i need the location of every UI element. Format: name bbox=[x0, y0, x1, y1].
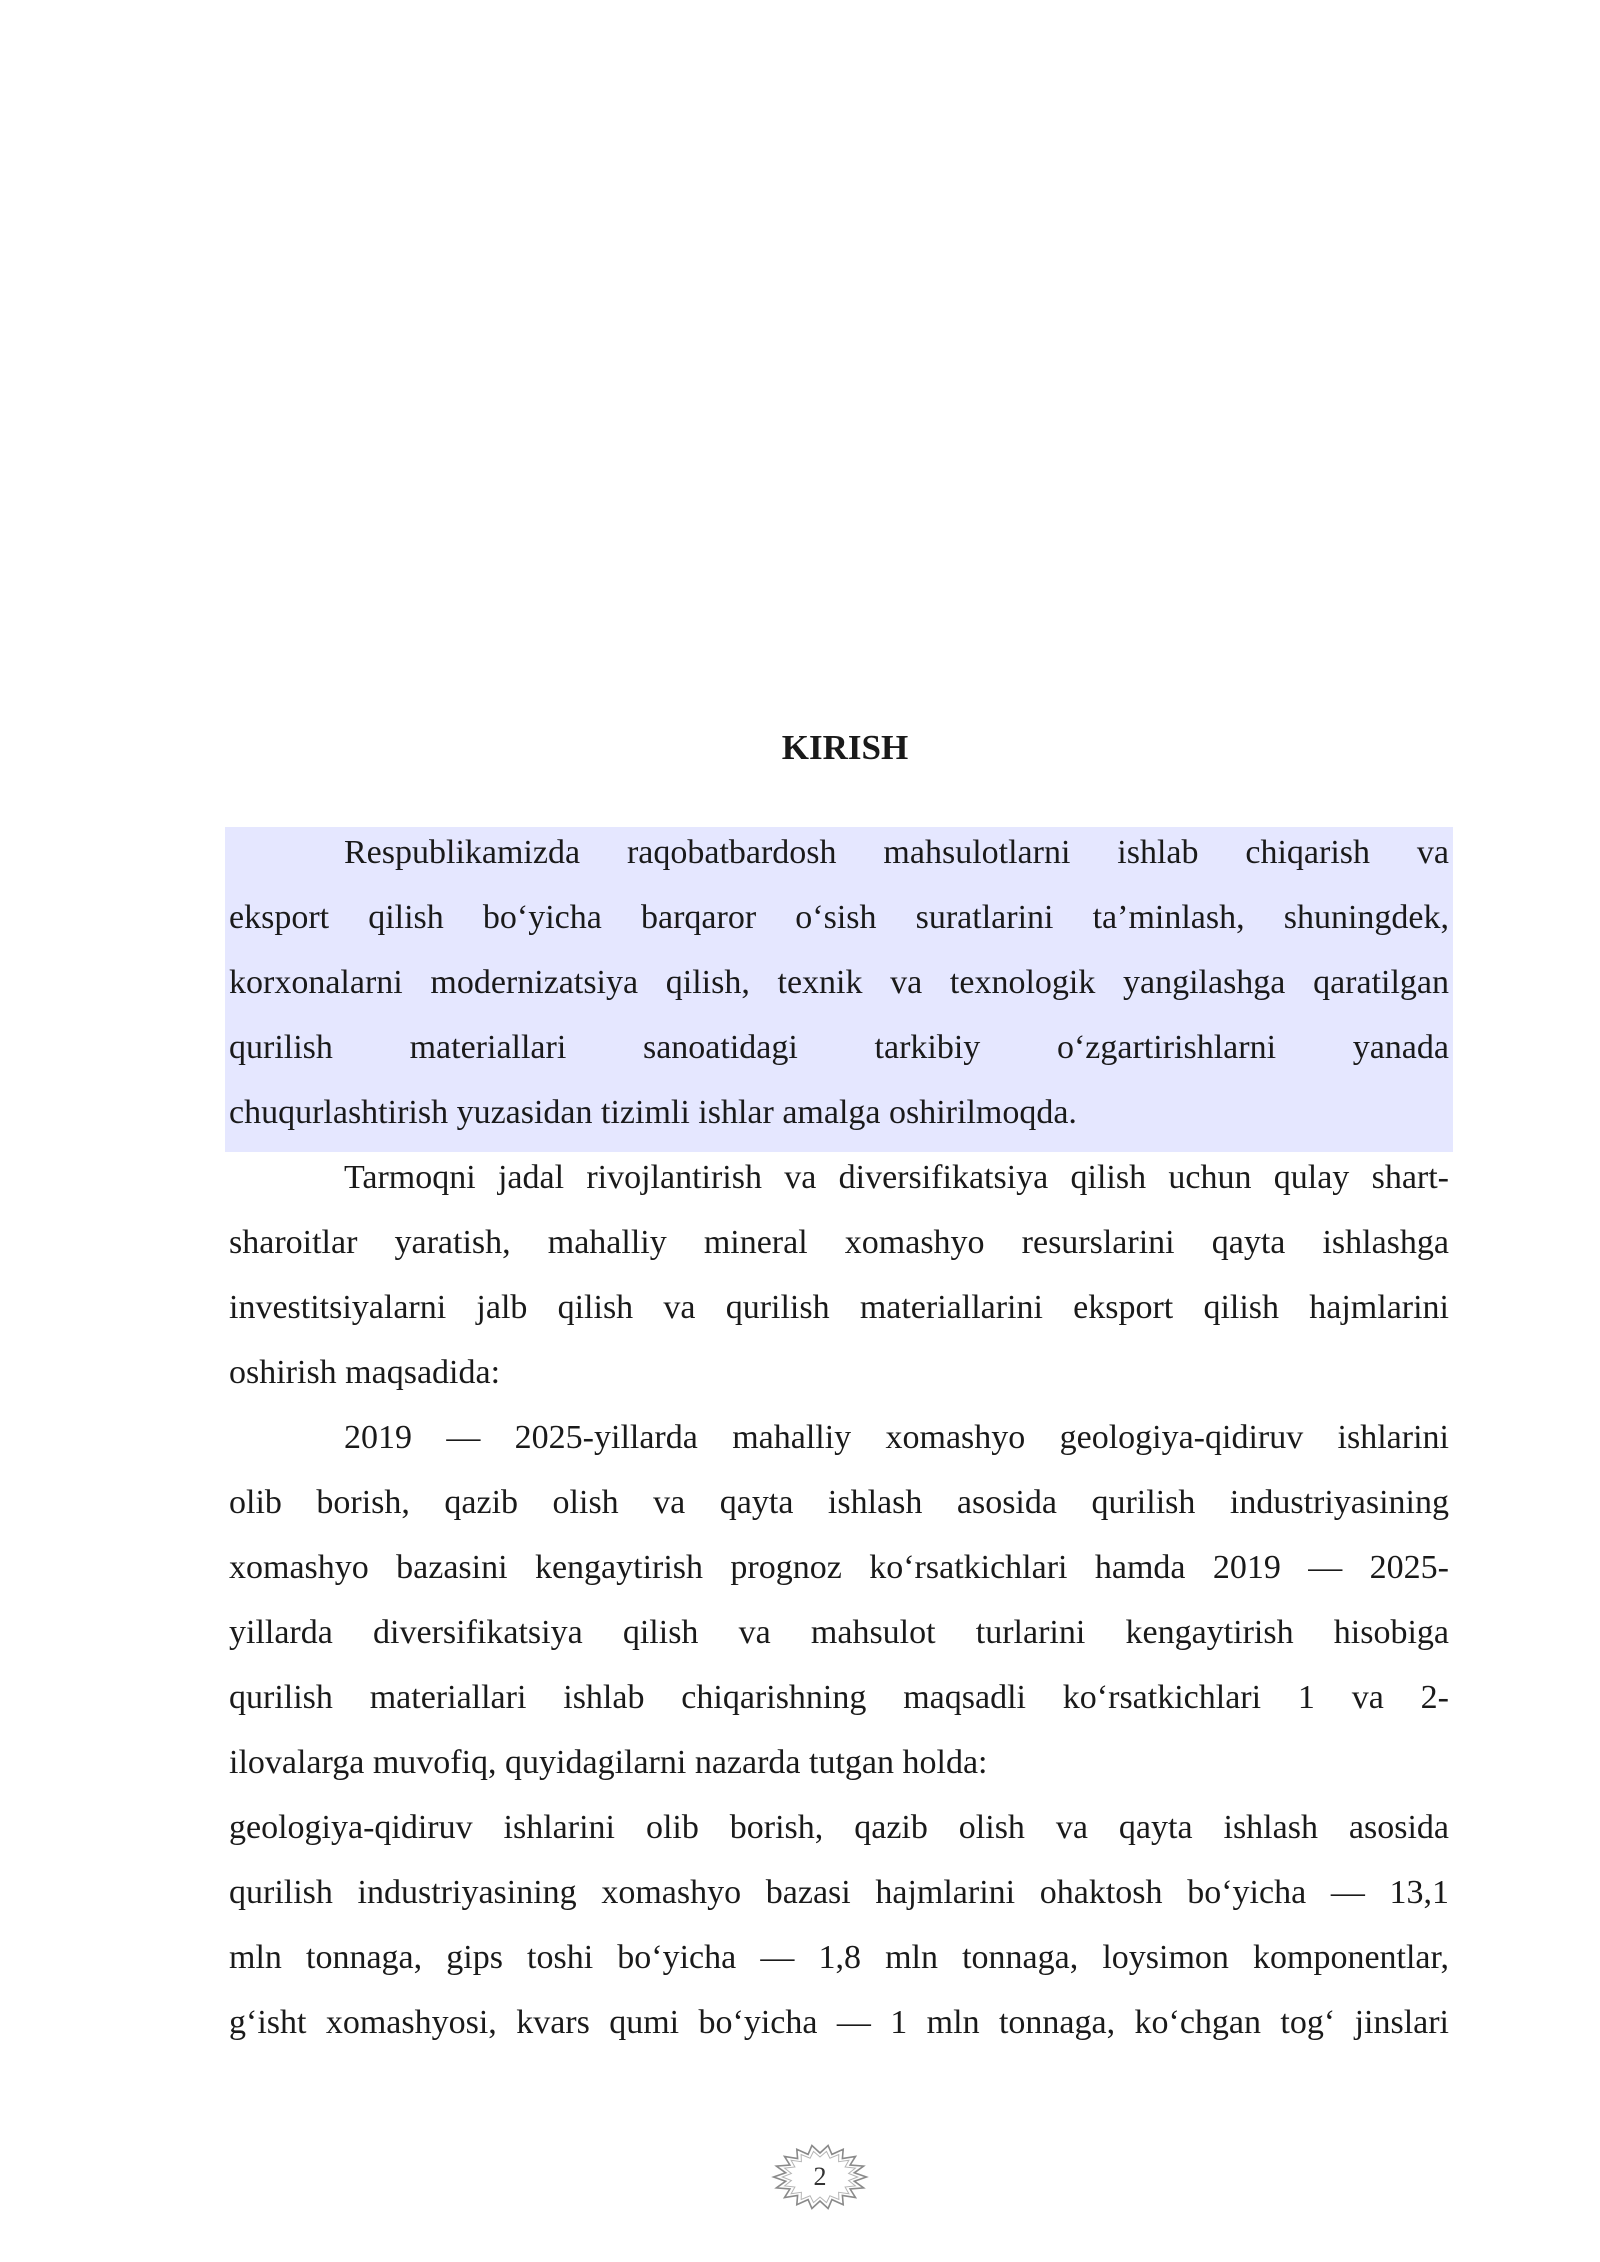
page-number-badge bbox=[770, 2142, 870, 2212]
paragraph-line: geologiya-qidiruv ishlarini olib borish, qazib olish va qayta ishlash asosida bbox=[229, 1809, 1449, 1846]
paragraph-1 bbox=[229, 820, 1449, 1145]
page-number: 2 bbox=[813, 2162, 827, 2191]
paragraph-line: qurilish materiallari sanoatidagi tarkibiy o‘zgartirishlarni yanada bbox=[229, 1029, 1449, 1066]
paragraph-3 bbox=[229, 1405, 1449, 1795]
paragraph-line: Respublikamizda raqobatbardosh mahsulotlarni ishlab chiqarish va bbox=[344, 834, 1449, 871]
paragraph-line: investitsiyalarni jalb qilish va qurilish materiallarini eksport qilish hajmlarini bbox=[229, 1289, 1449, 1326]
paragraph-line: eksport qilish bo‘yicha barqaror o‘sish suratlarini ta’minlash, shuningdek, bbox=[229, 899, 1449, 936]
paragraph-line: oshirish maqsadida: bbox=[229, 1354, 501, 1391]
paragraph-line: sharoitlar yaratish, mahalliy mineral xomashyo resurslarini qayta ishlashga bbox=[229, 1224, 1449, 1261]
paragraph-line: g‘isht xomashyosi, kvars qumi bo‘yicha — 1 mln tonnaga, ko‘chgan tog‘ jinslari bbox=[229, 2004, 1449, 2041]
paragraph-line: korxonalarni modernizatsiya qilish, texnik va texnologik yangilashga qaratilgan bbox=[229, 964, 1449, 1001]
paragraph-line: chuqurlashtirish yuzasidan tizimli ishlar amalga oshirilmoqda. bbox=[229, 1094, 1077, 1131]
paragraph-line: Tarmoqni jadal rivojlantirish va diversifikatsiya qilish uchun qulay shart- bbox=[344, 1159, 1449, 1196]
paragraph-line: yillarda diversifikatsiya qilish va mahsulot turlarini kengaytirish hisobiga bbox=[229, 1614, 1449, 1651]
page-title: KIRISH bbox=[781, 728, 909, 767]
paragraph-line: olib borish, qazib olish va qayta ishlash asosida qurilish industriyasining bbox=[229, 1484, 1449, 1521]
paragraph-line: qurilish industriyasining xomashyo bazasi hajmlarini ohaktosh bo‘yicha — 13,1 bbox=[229, 1874, 1449, 1911]
paragraph-line: ilovalarga muvofiq, quyidagilarni nazarda tutgan holda: bbox=[229, 1744, 988, 1781]
paragraph-line: qurilish materiallari ishlab chiqarishning maqsadli ko‘rsatkichlari 1 va 2- bbox=[229, 1679, 1449, 1716]
paragraph-line: mln tonnaga, gips toshi bo‘yicha — 1,8 mln tonnaga, loysimon komponentlar, bbox=[229, 1939, 1449, 1976]
paragraph-line: 2019 — 2025-yillarda mahalliy xomashyo geologiya-qidiruv ishlarini bbox=[344, 1419, 1449, 1456]
paragraph-2 bbox=[229, 1145, 1449, 1405]
paragraph-4 bbox=[229, 1795, 1449, 2055]
paragraph-line: xomashyo bazasini kengaytirish prognoz ko‘rsatkichlari hamda 2019 — 2025- bbox=[229, 1549, 1449, 1586]
